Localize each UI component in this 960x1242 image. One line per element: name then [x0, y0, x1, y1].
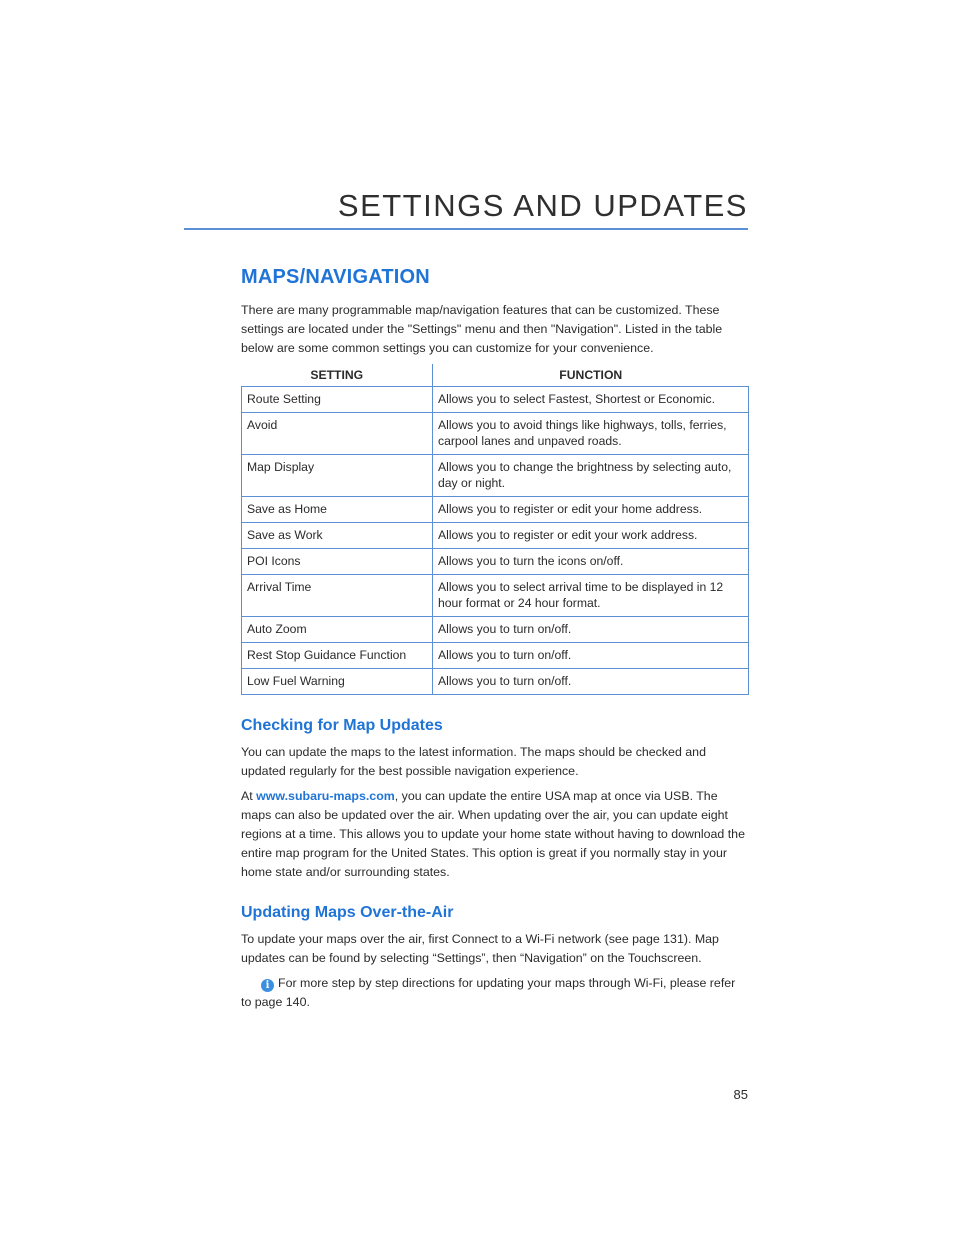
ota-paragraph: To update your maps over the air, first Connect to a Wi-Fi network (see page 131). Map updates can be found by selecting “Settings”, then “Navigation” on the Touchscreen. — [241, 932, 719, 965]
function-cell: Allows you to select Fastest, Shortest or Economic. — [433, 387, 749, 413]
table-row — [242, 455, 749, 497]
table-row — [242, 643, 749, 669]
info-icon: i — [261, 979, 274, 992]
table-row — [242, 575, 749, 617]
column-header-function: FUNCTION — [433, 364, 749, 387]
function-cell: Allows you to register or edit your home address. — [433, 497, 749, 523]
function-cell: Allows you to change the brightness by selecting auto, day or night. — [433, 455, 749, 497]
table-row — [242, 549, 749, 575]
table-row — [242, 413, 749, 455]
settings-table — [241, 364, 749, 695]
setting-cell: Rest Stop Guidance Function — [242, 643, 433, 669]
note-text: For more step by step directions for updating your maps through Wi-Fi, please refer to page 140. — [241, 976, 736, 1009]
table-header-row — [242, 364, 749, 387]
note-paragraph — [0, 974, 749, 1012]
function-cell: Allows you to register or edit your work address. — [433, 523, 749, 549]
checking-paragraph: You can update the maps to the latest information. The maps should be checked and updated regularly for the best possible navigation experience. — [241, 745, 706, 778]
usb-update-text: , you can update the entire USA map at once via USB. The maps can also be updated over the air. When updating over the air, you can update eight regions at a time. This allows you to update your home state without having to download the entire map program for the United States. This option is great if you normally stay in your home state and/or surrounding states. — [241, 789, 745, 879]
setting-cell: Save as Home — [242, 497, 433, 523]
usb-update-paragraph — [241, 787, 749, 882]
subaru-maps-link[interactable]: www.subaru-maps.com — [256, 789, 395, 803]
function-cell: Allows you to turn the icons on/off. — [433, 549, 749, 575]
function-cell: Allows you to turn on/off. — [433, 643, 749, 669]
section-title: SETTINGS AND UPDATES — [337, 188, 748, 223]
checking-heading: Checking for Map Updates — [241, 717, 443, 734]
intro-paragraph: There are many programmable map/navigation features that can be customized. These settings are located under the "Settings" menu and then "Navigation". Listed in the table below are some common settings you can customize for your convenience. — [241, 303, 723, 355]
table-row — [242, 497, 749, 523]
ota-heading: Updating Maps Over-the-Air — [241, 904, 454, 921]
table-row — [242, 387, 749, 413]
setting-cell: Map Display — [242, 455, 433, 497]
header-divider — [184, 228, 748, 230]
setting-cell: Route Setting — [242, 387, 433, 413]
setting-cell: Save as Work — [242, 523, 433, 549]
page-title: MAPS/NAVIGATION — [241, 266, 430, 288]
function-cell: Allows you to select arrival time to be displayed in 12 hour format or 24 hour format. — [433, 575, 749, 617]
function-cell: Allows you to avoid things like highways, tolls, ferries, carpool lanes and unpaved roads. — [433, 413, 749, 455]
column-header-setting: SETTING — [242, 364, 433, 387]
function-cell: Allows you to turn on/off. — [433, 669, 749, 695]
setting-cell: Arrival Time — [242, 575, 433, 617]
setting-cell: Avoid — [242, 413, 433, 455]
page-number: 85 — [733, 1087, 748, 1102]
setting-cell: Low Fuel Warning — [242, 669, 433, 695]
setting-cell: Auto Zoom — [242, 617, 433, 643]
at-prefix: At — [241, 789, 257, 803]
setting-cell: POI Icons — [242, 549, 433, 575]
table-row — [242, 669, 749, 695]
function-cell: Allows you to turn on/off. — [433, 617, 749, 643]
main-content — [241, 266, 749, 1018]
table-row — [242, 617, 749, 643]
table-row — [242, 523, 749, 549]
